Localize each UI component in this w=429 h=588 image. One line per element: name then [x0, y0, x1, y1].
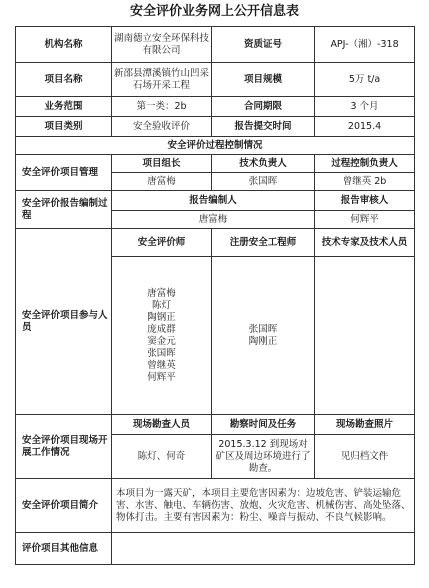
control-value: 曾继英 2b — [315, 173, 415, 191]
org-label: 机构名称 — [16, 27, 112, 63]
project-label: 项目名称 — [16, 63, 112, 97]
evaluator-name: 曾继英 — [147, 359, 176, 371]
expert-header: 技术专家及技术人员 — [315, 229, 415, 257]
writer-value: 唐富梅 — [112, 211, 315, 229]
row-org — [16, 27, 415, 63]
category-value: 安全验收评价 — [112, 117, 212, 137]
cert-value: APJ-（湘）-318 — [315, 27, 415, 63]
evaluator-name: 何辉平 — [147, 371, 176, 383]
survey-time-header: 勘察时间及任务 — [212, 415, 315, 435]
engineer-name: 张国晖 — [248, 323, 278, 335]
submit-label: 报告提交时间 — [212, 117, 315, 137]
submit-value: 2015.4 — [315, 117, 415, 137]
scope-label: 业务范围 — [16, 97, 112, 117]
evaluator-name: 陈灯 — [152, 299, 172, 311]
mgmt-label: 安全评价项目管理 — [16, 155, 112, 191]
engineer-name: 陶刚正 — [248, 335, 278, 347]
tech-header: 技术负责人 — [212, 155, 315, 173]
surveyor-header: 现场勘查人员 — [112, 415, 212, 435]
control-header: 过程控制负责人 — [315, 155, 415, 173]
evaluator-name: 庞成群 — [147, 323, 176, 335]
evaluator-name: 窦金元 — [147, 335, 176, 347]
row-section — [16, 137, 415, 155]
members-label: 安全评价项目参与人员 — [16, 229, 112, 415]
row-project — [16, 63, 415, 97]
engineer-header: 注册安全工程师 — [212, 229, 315, 257]
other-label: 评价项目其他信息 — [16, 533, 112, 565]
brief-label: 安全评价项目简介 — [16, 479, 112, 533]
row-other — [16, 533, 415, 565]
row-scope — [16, 97, 415, 117]
page-title: 安全评价业务网上公开信息表 — [129, 4, 299, 19]
category-label: 项目类别 — [16, 117, 112, 137]
scale-value: 5万 t/a — [315, 63, 415, 97]
evaluator-name: 张国晖 — [147, 347, 176, 359]
leader-header: 项目组长 — [112, 155, 212, 173]
photo-value: 见归档文件 — [315, 435, 415, 479]
row-brief — [16, 479, 415, 533]
experts-cell — [315, 257, 415, 415]
period-value: 3 个月 — [315, 97, 415, 117]
brief-value: 本项目为一露天矿，本项目主要危害因素为：边坡危害、铲装运输危害、水害、触电、车辆伤害、放炮、火灾危害、机械伤害、高处坠落、物体打击。主要有害因素为：粉尘、噪音与振动、不良气候影响。 — [112, 479, 415, 533]
section-title: 安全评价过程控制情况 — [16, 137, 415, 155]
evaluator-name: 唐富梅 — [147, 287, 176, 299]
evaluator-header: 安全评价师 — [112, 229, 212, 257]
writer-header: 报告编制人 — [112, 191, 315, 211]
scale-label: 项目规模 — [212, 63, 315, 97]
other-value — [112, 533, 415, 565]
cert-label: 资质证号 — [212, 27, 315, 63]
reviewer-value: 何辉平 — [315, 211, 415, 229]
photo-header: 现场勘查照片 — [315, 415, 415, 435]
reviewer-header: 报告审核人 — [315, 191, 415, 211]
evaluator-name: 陶钢正 — [147, 311, 176, 323]
report-label: 安全评价报告编制过程 — [16, 191, 112, 229]
row-members-head — [16, 229, 415, 257]
scope-value: 第一类：2b — [112, 97, 212, 117]
tech-value: 张国晖 — [212, 173, 315, 191]
surveyor-value: 陈灯、何奇 — [112, 435, 212, 479]
row-category — [16, 117, 415, 137]
evaluators-cell — [112, 257, 212, 415]
project-value: 新邵县潭溪镇竹山凹采石场开采工程 — [112, 63, 212, 97]
row-mgmt-head — [16, 155, 415, 173]
org-value: 湖南德立安全环保科技有限公司 — [112, 27, 212, 63]
period-label: 合同期限 — [212, 97, 315, 117]
row-field-head — [16, 415, 415, 435]
row-report-head — [16, 191, 415, 211]
info-table — [15, 26, 415, 565]
engineers-cell — [212, 257, 315, 415]
leader-value: 唐富梅 — [112, 173, 212, 191]
survey-time-value: 2015.3.12 到现场对矿区及周边环境进行了勘查。 — [212, 435, 315, 479]
field-label: 安全评价项目现场开展工作情况 — [16, 415, 112, 479]
